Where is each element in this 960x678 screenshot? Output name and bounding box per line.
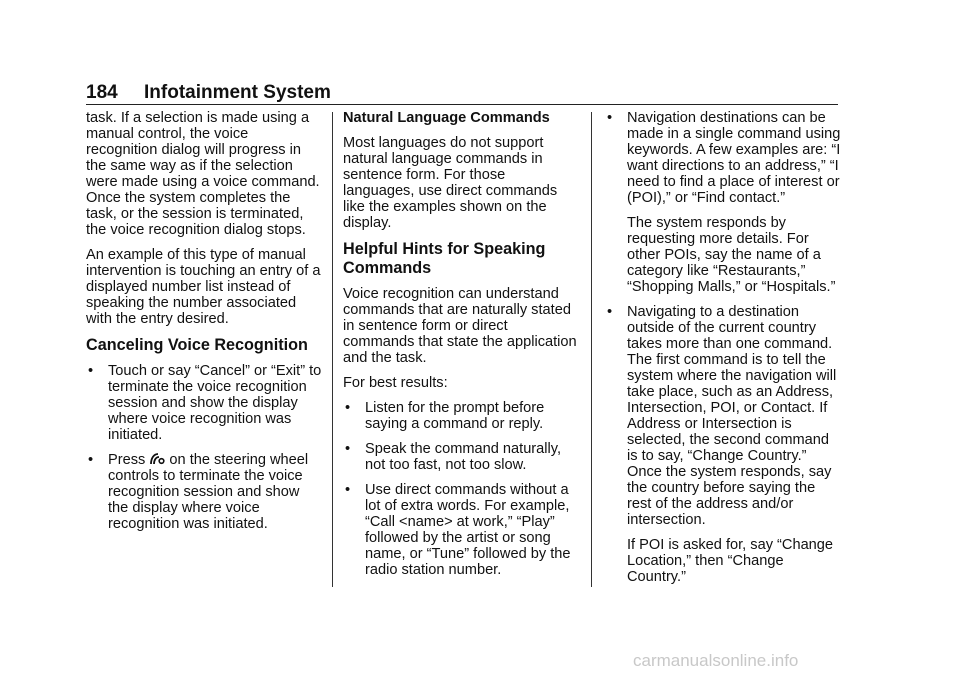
bullet-marker: • bbox=[607, 304, 613, 320]
bullet-marker: • bbox=[88, 363, 94, 379]
bullet-text: Navigating to a destination outside of the current country takes more than one command. The first command is to tell the system where the navigation will take place, such as an Address, Intersection, POI, or Contact. If Address or Intersection is selected, the second command is to say, “Change Country.” Once the system responds, say the country before saying the rest of the address and/or intersection. bbox=[627, 304, 837, 528]
list-item bbox=[343, 400, 579, 432]
section-heading: Canceling Voice Recognition bbox=[86, 336, 308, 354]
bullet-text-before: Press bbox=[108, 452, 150, 468]
list-item bbox=[86, 452, 322, 532]
bullet-text: Navigation destinations can be made in a single command using keywords. A few examples are: “I want directions to an address,” “I need to find a place of interest or (POI),” or “Find contact.” bbox=[627, 110, 841, 206]
paragraph: Voice recognition can understand commands that are naturally stated in sentence form or direct commands that state the application and the task. bbox=[343, 286, 577, 366]
bullet-marker: • bbox=[607, 110, 613, 126]
bullet-text-after: on the steering wheel controls to terminate the voice recognition session and show the display where voice recognition was initiated. bbox=[108, 452, 309, 532]
watermark: carmanualsonline.info bbox=[633, 651, 799, 670]
subheading: Natural Language Commands bbox=[343, 110, 550, 126]
paragraph: An example of this type of manual intervention is touching an entry of a displayed number list instead of speaking the number associated with the entry desired. bbox=[86, 247, 321, 327]
paragraph: For best results: bbox=[343, 375, 448, 391]
bullet-marker: • bbox=[345, 441, 351, 457]
section-heading: Helpful Hints for Speaking Commands bbox=[343, 240, 546, 277]
column-2 bbox=[343, 110, 579, 587]
bullet-text: Listen for the prompt before saying a command or reply. bbox=[365, 400, 545, 432]
steering-wheel-voice-icon bbox=[149, 452, 165, 466]
list-item bbox=[605, 304, 841, 528]
bullet-text: Touch or say “Cancel” or “Exit” to terminate the voice recognition session and show the display where voice recognition was initiated. bbox=[108, 363, 322, 443]
column-1 bbox=[86, 110, 322, 541]
header-rule bbox=[86, 104, 838, 105]
paragraph: Most languages do not support natural language commands in sentence form. For those languages, use direct commands like the examples shown on the display. bbox=[343, 135, 558, 231]
sub-paragraph: If POI is asked for, say “Change Location,” then “Change Country.” bbox=[627, 537, 834, 585]
list-item bbox=[343, 441, 579, 473]
list-item bbox=[343, 482, 579, 578]
page-number: 184 bbox=[86, 82, 118, 103]
column-3 bbox=[605, 110, 841, 594]
bullet-marker: • bbox=[345, 482, 351, 498]
page-header bbox=[86, 82, 838, 104]
list-item bbox=[86, 363, 322, 443]
paragraph: task. If a selection is made using a manual control, the voice recognition dialog will progress in the same way as if the selection were made using a voice command. Once the system completes the task, or the session is terminated, the voice recognition dialog stops. bbox=[86, 110, 320, 238]
column-divider-left bbox=[332, 112, 333, 587]
bullet-marker: • bbox=[345, 400, 351, 416]
column-divider-right bbox=[591, 112, 592, 587]
list-item bbox=[605, 110, 841, 206]
sub-paragraph: The system responds by requesting more details. For other POIs, say the name of a category like “Restaurants,” “Shopping Malls,” or “Hospitals.” bbox=[627, 215, 836, 295]
bullet-text: Speak the command naturally, not too fast, not too slow. bbox=[365, 441, 562, 473]
bullet-text: Use direct commands without a lot of extra words. For example, “Call <name> at work,” “Play” followed by the artist or song name, or “Tune” followed by the radio station number. bbox=[365, 482, 571, 578]
bullet-marker: • bbox=[88, 452, 94, 468]
chapter-title: Infotainment System bbox=[144, 82, 331, 103]
